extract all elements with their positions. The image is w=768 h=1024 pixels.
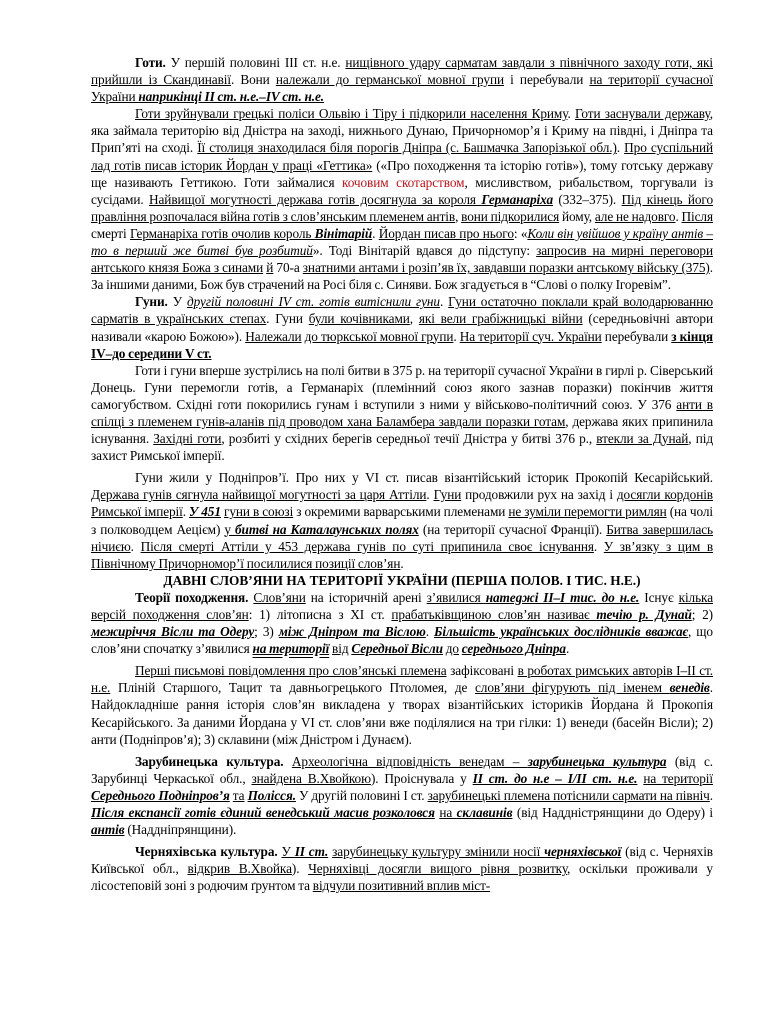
text-run: Західні готи: [153, 431, 222, 447]
text-run: до: [445, 641, 459, 657]
text-run: які вели грабіжницькі війни: [418, 311, 583, 327]
text-run: вони підкорилися: [461, 208, 560, 224]
paragraph: [91, 362, 713, 465]
paragraph: [91, 54, 713, 105]
text-run: .: [182, 504, 190, 520]
text-run: .: [426, 487, 434, 503]
text-run: Найвищої могутності держава готів досягнула за короля: [149, 191, 482, 207]
text-run: слов’яни фігурують під іменем: [475, 680, 670, 696]
text-run: .: [453, 328, 460, 344]
text-run: смерті: [91, 225, 130, 241]
text-run: на території сучасної України: [91, 72, 713, 105]
text-run: . За іншими даними, Бож був страчений на Росі біля с. Синяви. Бож згадується в “Слові о полку Ігоревім”.: [91, 260, 713, 293]
text-run: Держава гунів сягнула найвищої могутності за царя Аттіли: [91, 487, 427, 503]
text-run: до тюркської мовної групи: [304, 328, 454, 344]
text-run: .: [709, 787, 714, 803]
text-run: («Про походження та історію готів»), тому готську державу ще називають Геттикою. Готи займалися: [91, 157, 713, 190]
text-run: . Вони: [230, 72, 276, 88]
text-run: й: [266, 260, 274, 276]
text-run: Після експансії готів єдиний венедський масив розколовся: [91, 805, 435, 821]
text-run: знайдена В.Хвойкою: [251, 770, 371, 786]
text-run: Її столиця знаходилася біля порогів Дніпра (с. Башмачка Запорізької обл.): [197, 140, 617, 156]
text-run: течію р. Дунай: [596, 607, 692, 622]
text-run: ; 2): [691, 607, 713, 622]
text-run: (Наддніпрянщини).: [124, 822, 237, 838]
text-run: Готи зруйнували грецькі поліси Ольвію і Тіру і підкорили населення Криму: [135, 106, 568, 122]
paragraph: [91, 843, 713, 894]
text-run: , яка займала територію від Дністра на заході, нижнього Дунаю, Причорномор’я і Криму на півдні, і Дніпра та Прип’яті на сході.: [91, 106, 713, 156]
text-run: анти в спілці з племенем гунів-аланів під проводом хана Баламбера завдали поразки готам: [91, 396, 713, 429]
text-run: .: [400, 555, 404, 571]
text-run: Готи.: [135, 55, 166, 70]
text-run: ,: [409, 311, 419, 327]
text-run: .: [593, 538, 604, 554]
paragraph: [91, 753, 713, 838]
text-run: У зв’язку з цим в Північному Причорномор’ї посилилися позиції слов’ян: [91, 538, 713, 571]
text-run: (від Наддністрянщини до Одеру) і: [512, 805, 713, 821]
section-goths-huns: [91, 54, 713, 572]
text-run: Йордан писав про нього: [378, 225, 514, 241]
text-run: ; 3): [254, 624, 279, 640]
text-run: Гуни остаточно поклали край володарюванню сарматів в українських степах: [91, 294, 713, 327]
text-run: йому,: [559, 208, 595, 224]
text-run: .: [372, 225, 379, 241]
text-run: .: [565, 641, 570, 657]
text-run: не зуміли перемогти римлян: [508, 504, 667, 520]
text-run: У другій половині І ст.: [295, 787, 428, 803]
text-run: Гуни жили у Подніпров’ї. Про них у VI ст. писав візантійський історик Прокопій Кесарійський.: [135, 470, 713, 486]
text-run: Коли він увійшов у країну антів – то в перший же битві був розбитий: [91, 225, 713, 259]
text-run: [283, 754, 291, 769]
text-run: відчули позитивний вплив міст-: [312, 878, 491, 894]
text-run: , розбиті у східних берегів середньої течії Дністра у битві 376 р.,: [221, 431, 597, 447]
text-run: зафіксовані: [446, 663, 518, 679]
text-run: У: [281, 844, 295, 860]
text-run: на території: [643, 770, 713, 786]
text-run: зарубинецькі племена потіснили сармати на північ: [427, 787, 710, 803]
text-run: Після: [681, 208, 713, 224]
document-page: [91, 54, 713, 895]
text-run: у: [224, 521, 236, 537]
paragraph: [91, 469, 713, 572]
text-run: знатними антами і розіп’яв їх, завдавши поразки антському війську (375): [302, 260, 710, 276]
text-run: відкрив В.Хвойка: [187, 861, 292, 877]
text-run: , під захист Римської імперії.: [91, 431, 714, 464]
text-run: Гуни: [433, 487, 462, 503]
text-run: (від с. Черняхів Київської обл.,: [91, 844, 713, 877]
text-run: антів: [91, 822, 125, 838]
text-run: У першій половині ІІІ ст. н.е.: [165, 55, 346, 70]
text-run: Готи заснували державу: [574, 106, 710, 122]
text-run: на: [439, 805, 457, 821]
text-run: ).: [291, 861, 309, 877]
text-run: Полісся.: [247, 787, 296, 803]
text-run: Археологічна відповідність венедам –: [291, 753, 528, 769]
text-run: Середнього Подніпров’я: [91, 787, 230, 803]
text-run: належали до германської мовної групи: [275, 72, 505, 88]
section-slavs: [91, 589, 713, 895]
text-run: : 1) літописна з ХІ ст.: [248, 607, 392, 622]
text-run: з’явилися: [426, 589, 486, 605]
text-run: Германаріха: [481, 191, 554, 207]
text-run: зарубинецьку культуру змінили носії: [332, 844, 545, 860]
text-run: склавинів: [456, 805, 513, 821]
text-run: ». Тоді Вінітарій вдався до підступу:: [312, 243, 537, 259]
text-run: від: [332, 641, 349, 657]
text-run: , держава яких припинила існування.: [91, 413, 713, 447]
text-run: втекли за Дунай: [596, 431, 689, 447]
text-run: Про суспільний лад готів писав історик Йордан у праці «Геттика»: [91, 140, 713, 173]
text-run: продовжили рух на захід і: [461, 487, 617, 503]
text-run: Існує: [639, 589, 679, 605]
text-run: .: [439, 294, 449, 310]
paragraph: [91, 105, 713, 293]
paragraph: [91, 589, 713, 657]
text-run: на території: [252, 641, 330, 657]
text-run: .: [130, 538, 141, 554]
text-run: , оскільки проживали у лісостеповій зоні з родючим ґрунтом та: [91, 861, 713, 894]
text-run: . Гуни: [266, 311, 309, 327]
text-run: в роботах римських авторів І–ІІ ст. н.е.: [91, 663, 713, 696]
text-run: Середньої Вісли: [351, 641, 443, 657]
text-run: .: [567, 106, 575, 122]
text-run: Більшість українських дослідників вважає: [434, 624, 688, 640]
text-run: з окремими варварськими племенами: [293, 504, 509, 520]
text-run: Готи і гуни вперше зустрілись на полі битви в 375 р. на території сучасної України в гирлі р. Сіверський Донець. Гуни перемогли готів, а Германаріх (племінний союз якого зазнав поразки) покінчив життя самогубством. Східні готи покорились гунам і вступили з ними у військово-політичний союз. У 376: [91, 362, 713, 412]
text-run: Вінітарій: [314, 225, 373, 241]
text-run: Битва завершилась нічиєю: [91, 521, 714, 554]
text-run: (332–375).: [553, 191, 622, 207]
text-run: і перебували: [504, 72, 590, 88]
text-run: Черняхівці досягли вищого рівня розвитку: [308, 861, 568, 877]
text-run: зарубинецька культура: [527, 753, 667, 769]
text-run: досягли кордонів Римської імперії: [91, 487, 713, 520]
text-run: Після смерті Аттіли у 453 держава гунів по суті припинила своє існування: [140, 538, 594, 554]
text-run: ІІ ст.: [294, 844, 329, 860]
text-run: . Найдокладніше рання історія слов’ян викладена у творах візантійських історикiв Йордана й Прокопія Кесарійського. За даними Йордана у VI ст. слов’яни вже поділялися на три гілки: 1) венеди (басейн Вісли); 2) анти (Подніпров’я); 3) склавини (між Дністром і Дунаєм).: [91, 680, 713, 747]
text-run: середнього Дніпра: [461, 641, 566, 657]
text-run: : «: [513, 225, 528, 241]
text-run: та: [232, 787, 245, 803]
text-run: Германаріха готів очолив король: [129, 225, 315, 241]
section-heading: ДАВНІ СЛОВ’ЯНИ НА ТЕРИТОРІЇ УКРАЇНИ (ПЕРША ПОЛОВ. І ТИС. Н.Е.): [163, 572, 641, 588]
text-run: межиріччя Вісли та Одеру: [91, 624, 255, 640]
text-run: кілька версій походження слов’ян: [91, 589, 713, 622]
text-run: У 451: [189, 504, 221, 520]
text-run: наприкінці II ст. н.е.–IV ст. н.е.: [138, 89, 325, 105]
text-run: з кінця IV–до середини V ст.: [91, 328, 713, 361]
text-run: (на чолі з полководцем Аецієм): [91, 504, 714, 537]
text-run: перебували: [601, 328, 672, 344]
text-run: наmegжi II–I тис. до н.е.: [485, 589, 640, 605]
text-run: Пліній Старшого, Тацит та давньогрецького Птоломея, де: [110, 680, 475, 696]
text-run: на історичній арені: [305, 589, 427, 605]
text-run: Належали: [245, 328, 302, 344]
text-run: кочовим скотарством: [342, 174, 465, 190]
text-run: ІІ ст. до н.е – І/ІІ ст. н.е.: [472, 770, 638, 786]
text-run: .: [616, 140, 625, 156]
text-run: .: [675, 208, 682, 224]
text-run: нищівного удару сарматам завдали з північного заходу готи, які прийшли із Скандинавії: [91, 55, 714, 88]
text-run: були кочівниками: [308, 311, 410, 327]
text-run: На території суч. України: [459, 328, 602, 344]
text-run: ,: [455, 208, 462, 224]
text-run: але не надовго: [594, 208, 676, 224]
text-run: .: [425, 624, 435, 640]
text-run: прабатьківщиною слов’ян називає: [391, 607, 597, 622]
text-run: запросив на мирні переговори антського князя Божа з синами: [91, 243, 713, 276]
text-run: ). Проіснувала у: [370, 770, 473, 786]
paragraph: [91, 293, 713, 361]
text-run: битві на Каталаунських полях: [235, 521, 419, 537]
text-run: 70-а: [273, 260, 303, 276]
text-run: Зарубинецька культура.: [135, 753, 284, 769]
text-run: венедів: [669, 680, 710, 696]
text-run: Перші письмові повідомлення про слов’янські племена: [135, 663, 447, 679]
text-run: Слов’яни: [253, 589, 306, 605]
paragraph: [91, 662, 713, 747]
text-run: другій половині IV ст. готів витіснили гуни: [187, 294, 440, 310]
text-run: між Дніпром та Віслою: [278, 624, 426, 640]
text-run: (від с. Зарубинці Черкаської обл.,: [91, 753, 713, 786]
text-run: (на території сучасної Франції).: [418, 521, 607, 537]
text-run: У: [167, 294, 188, 310]
text-run: черняхівської: [544, 844, 622, 860]
text-run: Під кінець його правління розпочалася війна готів з слов’янським племенем антів: [91, 191, 713, 224]
text-run: гуни в союзі: [224, 504, 294, 520]
text-run: Гуни.: [135, 294, 168, 310]
text-run: , що слов’яни спочатку з’явилися: [91, 624, 713, 657]
text-run: , мисливством, рибальством, торгували із сусідами.: [91, 174, 714, 207]
text-run: Черняхівська культура.: [135, 844, 278, 860]
text-run: Теорії походження.: [135, 589, 249, 605]
text-run: (середньовічні автори називали «карою Божою»).: [91, 311, 713, 344]
